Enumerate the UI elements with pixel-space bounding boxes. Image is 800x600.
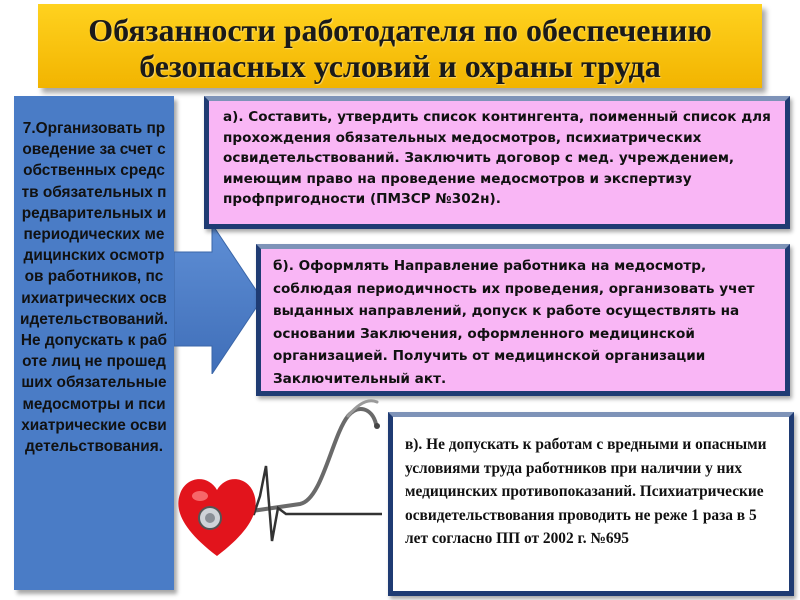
step-c-box <box>388 412 794 596</box>
step-b-box <box>256 244 790 396</box>
page-title <box>38 4 762 88</box>
title-line-1: Обязанности работодателя по обеспечению <box>88 12 712 48</box>
step-b-text: б). Оформлять Направление работника на медосмотр, соблюдая периодичность их проведения, организовать учет выданных направлений, допуск к работе осуществлять на основании Заключения, оформленного медицинской организацией. Получить от медицинской организации Заключительный акт. <box>273 258 755 387</box>
step-a-text: а). Составить, утвердить список контингента, поименный список для прохождения обязательных медосмотров, психиатрических освидетельствований. Заключить договор с мед. учреждением, имеющим право на проведение медосмотров и экспертизу профпригодности (ПМЗСР №302н). <box>223 109 771 208</box>
left-info-box <box>14 96 174 590</box>
heart-icon <box>178 479 255 556</box>
medical-illustration <box>172 396 390 586</box>
title-line-2: безопасных условий и охраны труда <box>139 48 661 84</box>
step-a-box <box>204 96 790 229</box>
step-c-text: в). Не допускать к работам с вредными и опасными условиями труда работников при наличии у них медицинских противопоказаний. Психиатрические освидетельствования проводить не реже 1 раза в 5 лет согласно ПП от 2002 г. №695 <box>405 436 767 547</box>
stethoscope-icon <box>252 401 380 511</box>
left-box-text: 7.Организовать проведение за счет собственных средств обязательных предварительных и периодических медицинских осмотров работников, психиатрических освидетельствований. Не допускать к работе лиц не прошедших обязательные медосмотры и психиатрические освидетельствования. <box>20 120 168 456</box>
arrow-right-icon <box>174 224 264 374</box>
